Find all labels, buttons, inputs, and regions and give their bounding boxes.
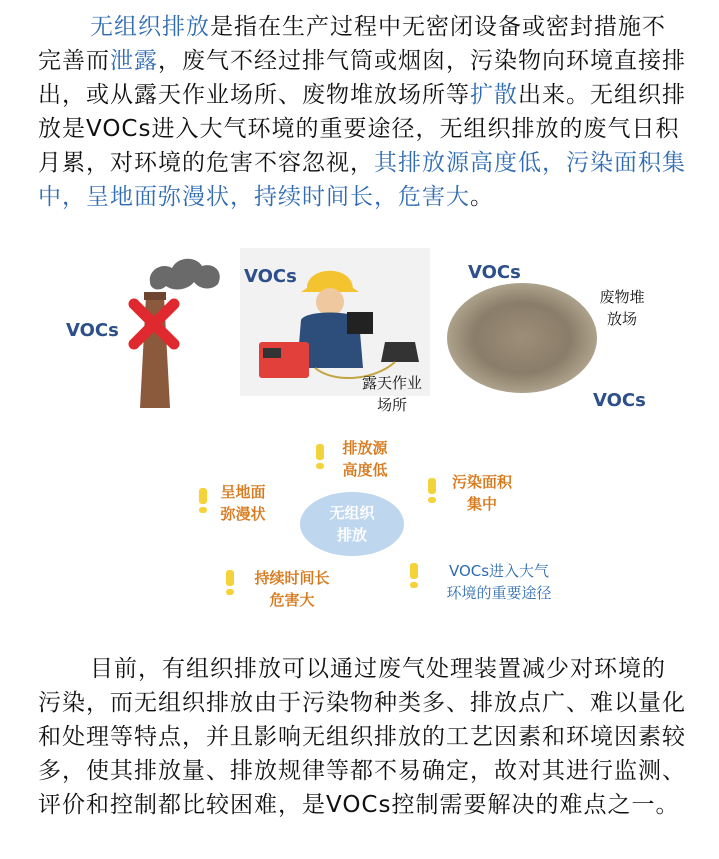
para1-end: 。: [470, 184, 494, 210]
term-unorganized-emission: 无组织排放: [90, 14, 210, 40]
exclamation-icon: [410, 563, 418, 588]
para1-text-a: 是指在生产过程中无密闭设备或密封措施不完善而: [38, 14, 666, 74]
term-diffuse: 扩散: [470, 82, 518, 108]
trait-bottom-right-line2: 环境的重要途径: [446, 584, 552, 602]
trait-right-line2: 集中: [466, 495, 497, 513]
waste-pile-photo: [447, 283, 597, 393]
waste-label-line1: 废物堆: [599, 288, 645, 306]
worker-site-label: [352, 372, 432, 416]
worker-label-line1: 露天作业: [361, 374, 422, 392]
conclusion-paragraph: [38, 652, 688, 822]
center-line1: 无组织: [329, 504, 375, 522]
waste-label-line2: 放场: [606, 310, 637, 328]
vocs-label-worker: VOCs: [244, 266, 297, 287]
trait-left-line1: 呈地面: [220, 483, 266, 501]
exclamation-icon: [199, 488, 207, 513]
worker-label-line2: 场所: [376, 396, 407, 414]
exclamation-icon: [316, 444, 324, 469]
trait-concentrated-area: [440, 471, 524, 515]
trait-ground-diffusion: [212, 481, 274, 525]
para1-text-c: 出来。无组织排放是VOCs进入大气环境的重要途径，无组织排放的废气日积月累，对环境的危害不容忽视，: [38, 82, 686, 176]
intro-paragraph: [38, 10, 688, 214]
trait-top-line2: 高度低: [342, 461, 388, 479]
trait-long-duration: [240, 567, 344, 611]
red-cross-icon: [128, 298, 180, 350]
center-line2: 排放: [336, 526, 367, 544]
diagram-center: [300, 492, 404, 556]
trait-right-line1: 污染面积: [451, 473, 512, 491]
exclamation-icon: [226, 570, 234, 595]
trait-top-line1: 排放源: [342, 439, 388, 457]
exclamation-icon: [428, 478, 436, 503]
trait-vocs-pathway: [424, 560, 574, 604]
trait-bottom-right-line1: VOCs进入大气: [448, 562, 550, 580]
vocs-label-waste-top: VOCs: [468, 262, 521, 283]
trait-left-line2: 弥漫状: [220, 505, 266, 523]
waste-site-label: [592, 286, 652, 330]
trait-bottom-left-line1: 持续时间长: [254, 569, 330, 587]
para1-highlight-traits: 其排放源高度低，污染面积集中，呈地面弥漫状，持续时间长，危害大: [38, 150, 686, 210]
trait-low-height: [330, 437, 400, 481]
trait-bottom-left-line2: 危害大: [269, 591, 315, 609]
vocs-label-waste-bottom: VOCs: [593, 390, 646, 411]
para1-text-b: ，废气不经过排气筒或烟囱，污染物向环境直接排出，或从露天作业场所、废物堆放场所等: [38, 48, 686, 108]
vocs-label-chimney: VOCs: [66, 320, 119, 341]
term-leak: 泄露: [110, 48, 158, 74]
para2-text: 目前，有组织排放可以通过废气处理装置减少对环境的污染，而无组织排放由于污染物种类多、排放点广、难以量化和处理等特点，并且影响无组织排放的工艺因素和环境因素较多，使其排放量、排放规律等都不易确定，故对其进行监测、评价和控制都比较困难，是VOCs控制需要解决的难点之一。: [38, 656, 686, 818]
